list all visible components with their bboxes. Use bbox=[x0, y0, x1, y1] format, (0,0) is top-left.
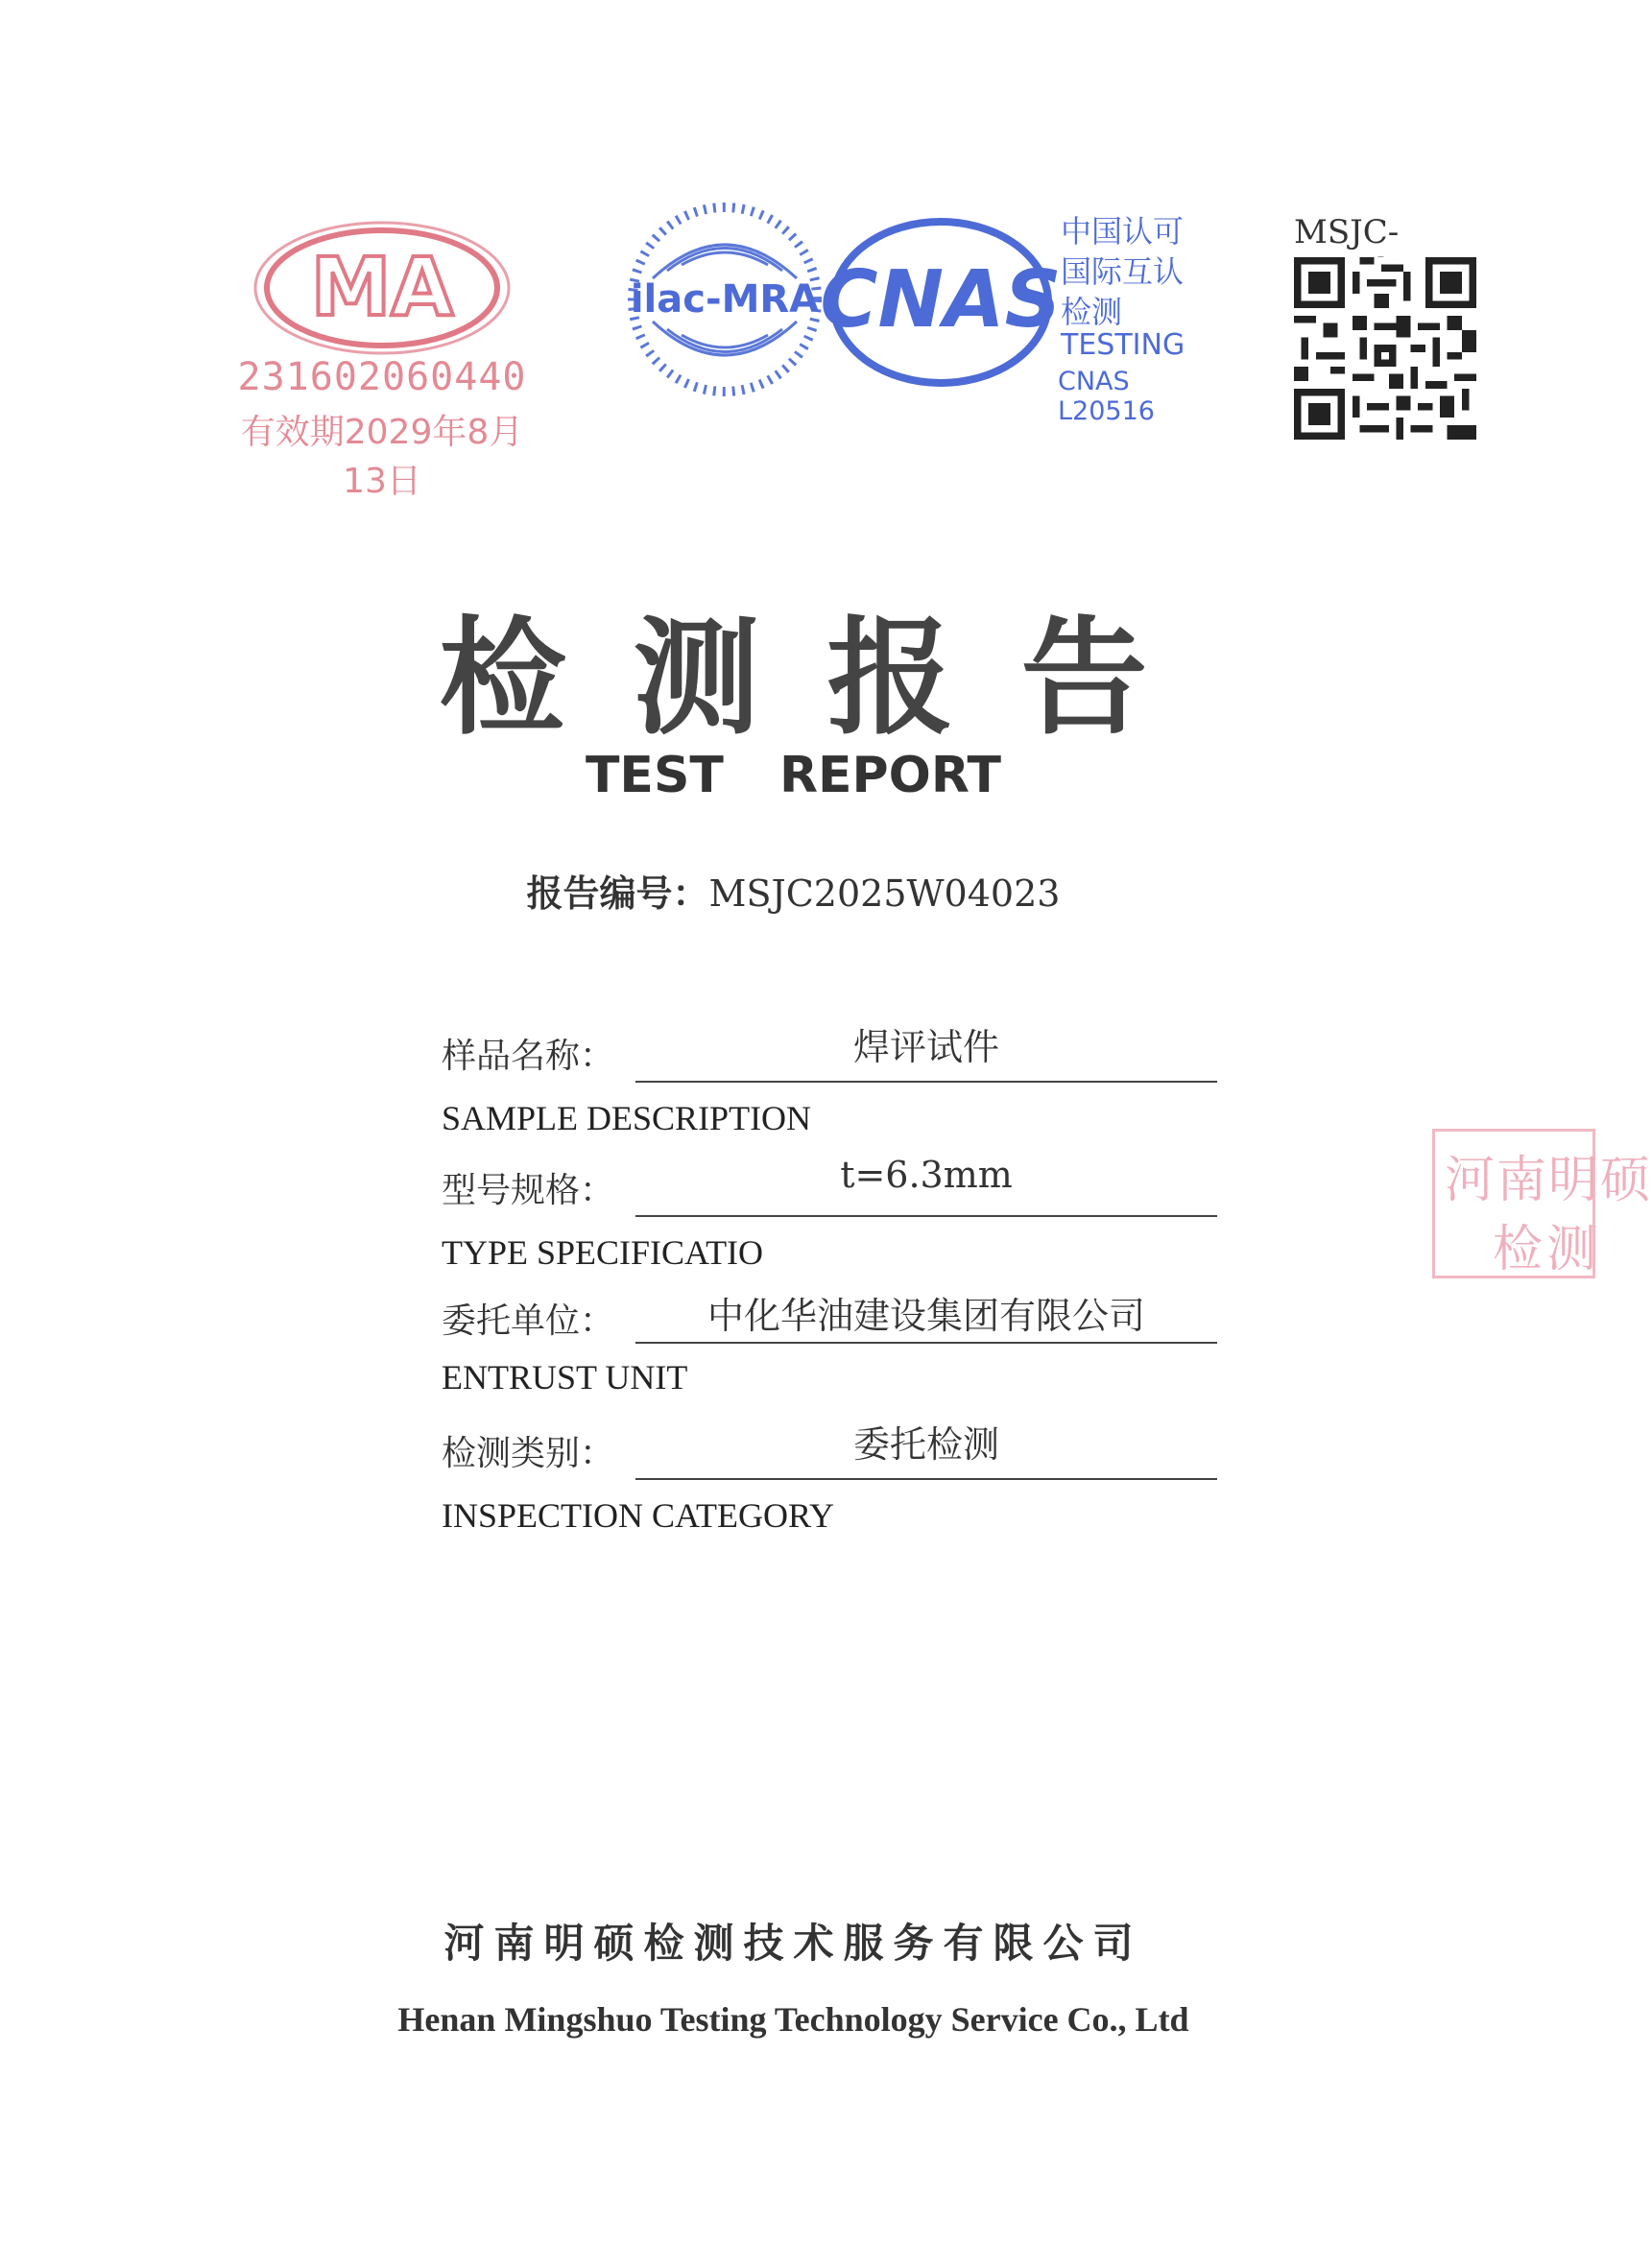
cnas-cn-line2: 国际互认 bbox=[1061, 253, 1185, 290]
company-name-cn: 河南明硕检测技术服务有限公司 bbox=[443, 1920, 1143, 1967]
report-number-label: 报告编号： bbox=[526, 872, 709, 915]
field-label-category: 检测类别： bbox=[442, 1434, 615, 1473]
cnas-accreditation-mark bbox=[624, 192, 1200, 426]
cnas-cn-line1: 中国认可 bbox=[1061, 213, 1185, 250]
report-title-cn: 检测报告 bbox=[439, 604, 1215, 752]
report-title-en: TEST REPORT bbox=[585, 747, 1002, 804]
field-value-type: t=6.3mm bbox=[840, 1154, 1013, 1196]
cnas-en-line: TESTING bbox=[1061, 328, 1185, 362]
qr-code-icon[interactable] bbox=[1294, 257, 1476, 440]
qr-label: MSJC- bbox=[1294, 213, 1400, 251]
side-stamp-line2: 检测 bbox=[1493, 1221, 1601, 1278]
field-underline bbox=[635, 1215, 1217, 1217]
cnas-cn-line3: 检测 bbox=[1061, 294, 1123, 330]
field-label-sample: 样品名称： bbox=[442, 1037, 615, 1076]
report-number bbox=[0, 864, 1587, 917]
side-stamp-line1: 河南明硕 bbox=[1445, 1152, 1652, 1209]
cnas-code: CNAS L20516 bbox=[1058, 367, 1155, 426]
cma-stamp bbox=[219, 221, 545, 501]
cma-logo-text: MA bbox=[310, 240, 454, 334]
field-en-entrust: ENTRUST UNIT bbox=[442, 1358, 688, 1397]
field-en-sample: SAMPLE DESCRIPTION bbox=[442, 1099, 812, 1137]
side-company-stamp bbox=[1432, 1129, 1652, 1278]
cnas-logo-icon bbox=[820, 211, 1062, 394]
field-label-type: 型号规格： bbox=[442, 1171, 615, 1210]
report-number-value: MSJC2025W04023 bbox=[708, 872, 1061, 915]
company-name-en: Henan Mingshuo Testing Technology Service Co., Ltd bbox=[397, 2000, 1189, 2039]
field-underline bbox=[635, 1478, 1217, 1480]
field-underline bbox=[635, 1342, 1217, 1344]
cma-number: 231602060440 bbox=[237, 355, 527, 399]
field-en-category: INSPECTION CATEGORY bbox=[442, 1496, 835, 1535]
cma-logo-icon bbox=[248, 221, 516, 355]
field-value-entrust: 中化华油建设集团有限公司 bbox=[706, 1295, 1145, 1337]
cnas-logo-text: CNAS bbox=[820, 254, 1062, 346]
cma-valid-date: 有效期2029年8月13日 bbox=[240, 413, 524, 501]
field-value-sample: 焊评试件 bbox=[852, 1026, 999, 1068]
ilac-text: ilac-MRA bbox=[630, 277, 820, 322]
field-label-entrust: 委托单位： bbox=[442, 1301, 615, 1341]
field-underline bbox=[635, 1081, 1217, 1083]
ilac-logo-icon bbox=[624, 192, 826, 403]
field-value-category: 委托检测 bbox=[852, 1423, 999, 1466]
field-en-type: TYPE SPECIFICATIO bbox=[442, 1233, 764, 1272]
